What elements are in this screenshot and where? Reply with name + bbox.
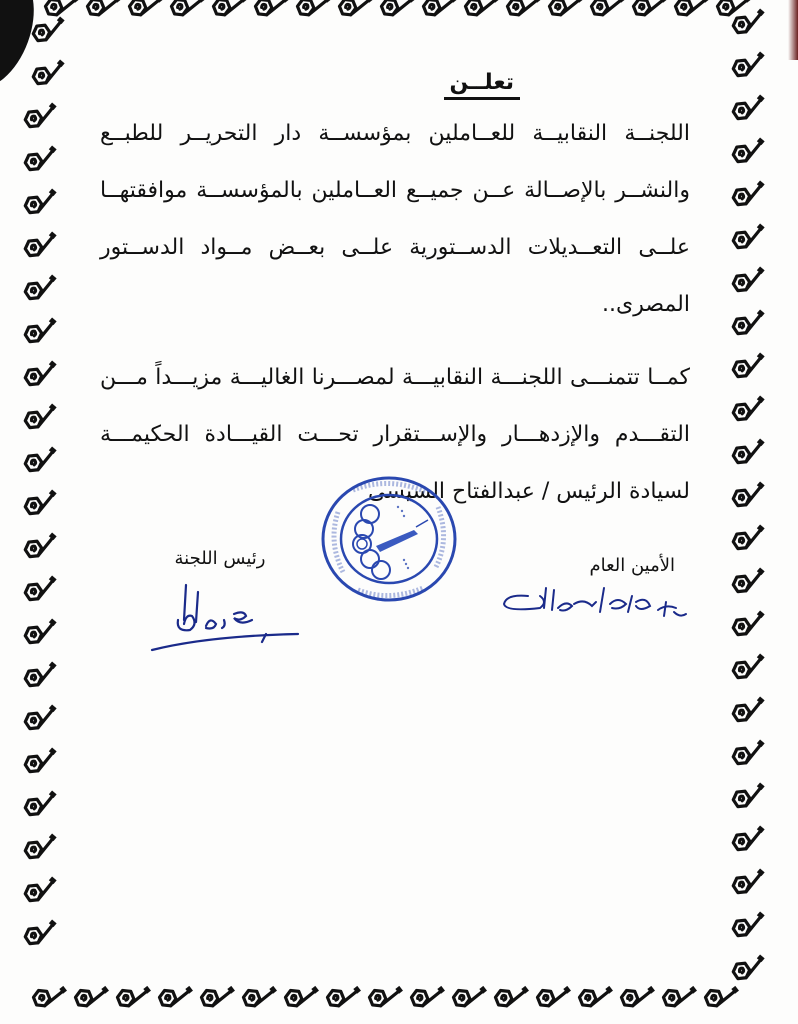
committee-head-label: رئيس اللجنة xyxy=(174,548,266,569)
border-ornament-icon xyxy=(378,0,418,24)
border-ornament-icon xyxy=(156,985,196,1015)
border-ornament-icon xyxy=(730,569,770,599)
border-ornament-icon xyxy=(22,534,62,564)
paragraph-2-line: لسيادة الرئيس / عبدالفتاح السيسى xyxy=(368,479,690,504)
border-ornament-icon xyxy=(730,354,770,384)
border-ornament-icon xyxy=(84,0,124,24)
page-edge-shadow xyxy=(788,0,798,60)
secretary-general-signature-icon xyxy=(500,582,690,630)
border-ornament-icon xyxy=(730,225,770,255)
border-ornament-icon xyxy=(22,835,62,865)
document-body xyxy=(100,70,690,520)
official-stamp-icon xyxy=(318,472,460,606)
border-ornament-icon xyxy=(618,985,658,1015)
border-ornament-icon xyxy=(730,655,770,685)
border-ornament-icon xyxy=(702,985,742,1015)
border-ornament-icon xyxy=(22,319,62,349)
paragraph-2-line: التقـــدم والإزدهـــار والإســـتقرار تحـــت القيـــادة الحكيمـــة xyxy=(100,422,690,447)
border-ornament-icon xyxy=(22,706,62,736)
border-ornament-icon xyxy=(730,96,770,126)
secretary-general-label: الأمين العام xyxy=(589,555,675,576)
border-ornament-icon xyxy=(730,268,770,298)
border-ornament-icon xyxy=(546,0,586,24)
committee-head-signature-icon xyxy=(148,580,308,655)
border-ornament-icon xyxy=(336,0,376,24)
border-ornament-icon xyxy=(240,985,280,1015)
border-ornament-icon xyxy=(630,0,670,24)
border-ornament-icon xyxy=(22,104,62,134)
border-ornament-icon xyxy=(126,0,166,24)
border-ornament-icon xyxy=(730,956,770,986)
border-ornament-icon xyxy=(730,870,770,900)
border-ornament-icon xyxy=(504,0,544,24)
border-ornament-icon xyxy=(22,448,62,478)
border-ornament-icon xyxy=(420,0,460,24)
paragraph-1-line: اللجنــة النقابيــة للعــاملين بمؤسســة دار التحريــر للطبــع xyxy=(100,121,690,146)
border-ornament-icon xyxy=(114,985,154,1015)
border-ornament-icon xyxy=(22,147,62,177)
border-ornament-icon xyxy=(730,913,770,943)
border-ornament-icon xyxy=(324,985,364,1015)
border-ornament-icon xyxy=(22,620,62,650)
border-ornament-icon xyxy=(576,985,616,1015)
border-ornament-icon xyxy=(22,362,62,392)
border-ornament-icon xyxy=(730,10,770,40)
border-ornament-icon xyxy=(660,985,700,1015)
border-ornament-icon xyxy=(450,985,490,1015)
border-ornament-icon xyxy=(22,405,62,435)
paragraph-1-line: علــى التعــديلات الدســتورية علــى بعــض مــواد الدســتور xyxy=(100,235,690,260)
document-title: تعلــن xyxy=(100,70,690,95)
paragraph-2-line: كمــا تتمنـــى اللجنـــة النقابيـــة لمصـــرنا الغاليـــة مزيـــداً مـــن xyxy=(100,365,690,390)
signature-block-secretary-general xyxy=(505,555,675,576)
border-ornament-icon xyxy=(72,985,112,1015)
signature-block-committee-head xyxy=(140,548,300,569)
border-ornament-icon xyxy=(730,53,770,83)
paragraph-1 xyxy=(100,105,690,333)
border-ornament-icon xyxy=(198,985,238,1015)
border-ornament-icon xyxy=(672,0,712,24)
border-ornament-icon xyxy=(282,985,322,1015)
border-ornament-icon xyxy=(210,0,250,24)
border-ornament-icon xyxy=(730,397,770,427)
border-ornament-icon xyxy=(730,698,770,728)
border-ornament-icon xyxy=(168,0,208,24)
border-ornament-icon xyxy=(30,18,70,48)
border-ornament-icon xyxy=(22,878,62,908)
border-ornament-icon xyxy=(30,985,70,1015)
border-ornament-icon xyxy=(730,440,770,470)
border-ornament-icon xyxy=(22,233,62,263)
paragraph-1-line: المصرى.. xyxy=(602,292,690,317)
border-ornament-icon xyxy=(730,784,770,814)
paragraph-1-line: والنشــر بالإصــالة عــن جميــع العــاملين بالمؤسســة موافقتهــا xyxy=(100,178,690,203)
border-ornament-icon xyxy=(22,276,62,306)
border-ornament-icon xyxy=(730,139,770,169)
border-ornament-icon xyxy=(730,741,770,771)
border-ornament-icon xyxy=(730,182,770,212)
border-ornament-icon xyxy=(22,749,62,779)
border-ornament-icon xyxy=(252,0,292,24)
border-ornament-icon xyxy=(22,190,62,220)
border-ornament-icon xyxy=(492,985,532,1015)
border-ornament-icon xyxy=(588,0,628,24)
border-ornament-icon xyxy=(730,827,770,857)
border-ornament-icon xyxy=(730,483,770,513)
border-ornament-icon xyxy=(534,985,574,1015)
border-ornament-icon xyxy=(42,0,82,24)
border-ornament-icon xyxy=(294,0,334,24)
border-ornament-icon xyxy=(408,985,448,1015)
border-ornament-icon xyxy=(30,61,70,91)
border-ornament-icon xyxy=(730,526,770,556)
border-ornament-icon xyxy=(366,985,406,1015)
border-ornament-icon xyxy=(22,663,62,693)
border-ornament-icon xyxy=(22,577,62,607)
border-ornament-icon xyxy=(714,0,754,24)
border-ornament-icon xyxy=(22,491,62,521)
border-ornament-icon xyxy=(730,612,770,642)
page-corner-shadow xyxy=(0,0,48,98)
border-ornament-icon xyxy=(22,792,62,822)
border-ornament-icon xyxy=(730,311,770,341)
border-ornament-icon xyxy=(22,921,62,951)
border-ornament-icon xyxy=(462,0,502,24)
